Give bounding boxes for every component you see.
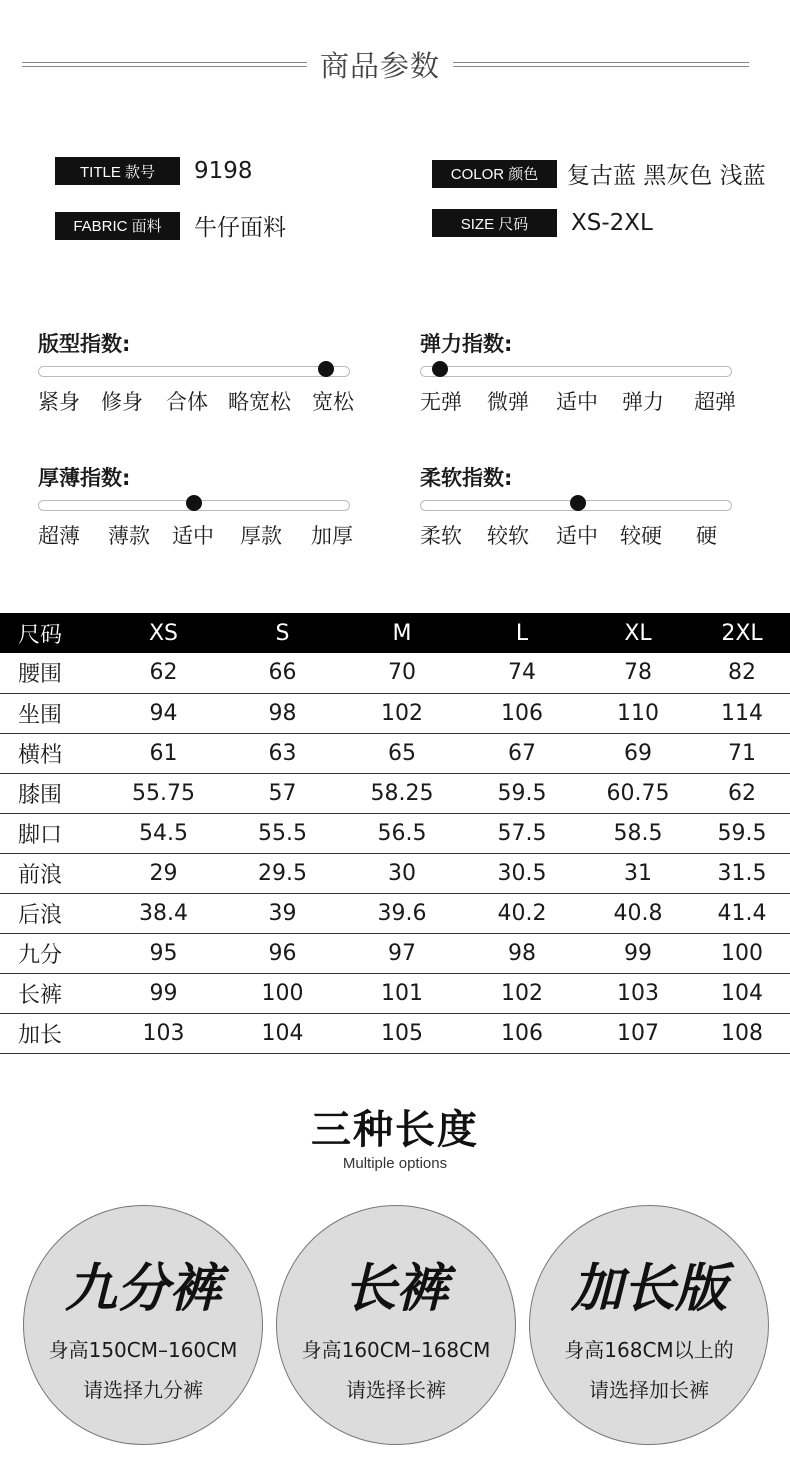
table-cell: 100 <box>223 973 342 1013</box>
table-cell: 55.5 <box>223 813 342 853</box>
table-cell: 106 <box>462 693 582 733</box>
table-cell: 62 <box>104 653 223 693</box>
table-cell: 103 <box>104 1013 223 1053</box>
table-header-cell: 2XL <box>694 613 790 653</box>
table-cell: 29 <box>104 853 223 893</box>
table-cell: 71 <box>694 733 790 773</box>
index-thickness-label: 厚款 <box>240 524 282 548</box>
table-cell: 106 <box>462 1013 582 1053</box>
length-option-advice: 请选择九分裤 <box>83 1378 203 1402</box>
table-cell: 30 <box>342 853 462 893</box>
index-softness-label: 适中 <box>556 524 598 548</box>
index-softness-label: 较软 <box>487 524 529 548</box>
table-cell: 39 <box>223 893 342 933</box>
table-cell: 九分 <box>0 933 104 973</box>
table-cell: 横档 <box>0 733 104 773</box>
table-cell: 40.8 <box>582 893 694 933</box>
section-title: 商品参数 <box>319 49 440 83</box>
table-cell: 98 <box>462 933 582 973</box>
table-cell: 61 <box>104 733 223 773</box>
index-thickness <box>38 462 368 562</box>
table-cell: 102 <box>462 973 582 1013</box>
table-cell: 坐围 <box>0 693 104 733</box>
table-cell: 104 <box>223 1013 342 1053</box>
index-stretch-track <box>420 366 732 377</box>
table-cell: 105 <box>342 1013 462 1053</box>
spec-title <box>55 157 253 185</box>
table-cell: 58.25 <box>342 773 462 813</box>
length-option-name: 九分裤 <box>64 1259 221 1319</box>
index-stretch-title: 弹力指数: <box>420 332 513 356</box>
spec-fabric-value: 牛仔面料 <box>194 215 286 241</box>
lengths-subtitle: Multiple options <box>342 1155 448 1172</box>
index-stretch-label: 微弹 <box>487 390 529 414</box>
index-stretch <box>420 328 750 428</box>
table-cell: 后浪 <box>0 893 104 933</box>
spec-fabric <box>55 209 286 242</box>
table-cell: 59.5 <box>694 813 790 853</box>
index-stretch-label: 无弹 <box>420 390 462 414</box>
length-option-cropped <box>23 1205 263 1445</box>
length-option-name: 加长版 <box>570 1259 727 1319</box>
table-cell: 脚口 <box>0 813 104 853</box>
table-cell: 41.4 <box>694 893 790 933</box>
table-cell: 110 <box>582 693 694 733</box>
index-fit <box>38 328 368 428</box>
length-option-long <box>276 1205 516 1445</box>
table-cell: 97 <box>342 933 462 973</box>
table-cell: 55.75 <box>104 773 223 813</box>
index-fit-label: 合体 <box>166 390 208 414</box>
length-option-advice: 请选择加长裤 <box>589 1378 709 1402</box>
table-cell: 95 <box>104 933 223 973</box>
table-cell: 40.2 <box>462 893 582 933</box>
table-cell: 99 <box>582 933 694 973</box>
table-header-cell: S <box>223 613 342 653</box>
table-cell: 30.5 <box>462 853 582 893</box>
table-row <box>0 933 790 973</box>
table-cell: 94 <box>104 693 223 733</box>
index-fit-label: 略宽松 <box>228 390 291 414</box>
table-cell: 29.5 <box>223 853 342 893</box>
table-cell: 31.5 <box>694 853 790 893</box>
section-header <box>0 40 790 90</box>
index-fit-label: 宽松 <box>312 390 354 414</box>
table-cell: 膝围 <box>0 773 104 813</box>
index-thickness-knob <box>186 495 202 511</box>
index-fit-labels <box>38 386 368 416</box>
length-option-height: 身高150CM–160CM <box>48 1338 238 1362</box>
table-cell: 98 <box>223 693 342 733</box>
table-header-row <box>0 613 790 653</box>
table-cell: 96 <box>223 933 342 973</box>
spec-title-value: 9198 <box>194 158 253 184</box>
index-stretch-label: 弹力 <box>622 390 664 414</box>
index-softness-label: 较硬 <box>620 524 662 548</box>
table-cell: 前浪 <box>0 853 104 893</box>
index-thickness-label: 超薄 <box>38 524 80 548</box>
table-row <box>0 693 790 733</box>
table-cell: 74 <box>462 653 582 693</box>
table-cell: 56.5 <box>342 813 462 853</box>
length-option-advice: 请选择长裤 <box>346 1378 446 1402</box>
table-cell: 62 <box>694 773 790 813</box>
table-cell: 70 <box>342 653 462 693</box>
index-thickness-label: 适中 <box>172 524 214 548</box>
table-row <box>0 773 790 813</box>
index-fit-knob <box>318 361 334 377</box>
table-header-cell: XL <box>582 613 694 653</box>
table-cell: 57.5 <box>462 813 582 853</box>
index-thickness-labels <box>38 520 368 550</box>
index-fit-label: 紧身 <box>38 390 80 414</box>
index-softness-label: 硬 <box>696 524 717 548</box>
table-cell: 31 <box>582 853 694 893</box>
header-divider-left <box>22 62 307 67</box>
table-cell: 67 <box>462 733 582 773</box>
table-cell: 69 <box>582 733 694 773</box>
table-row <box>0 733 790 773</box>
index-softness-title: 柔软指数: <box>420 466 513 490</box>
index-thickness-label: 加厚 <box>311 524 353 548</box>
table-cell: 82 <box>694 653 790 693</box>
index-softness-labels <box>420 520 750 550</box>
index-softness-label: 柔软 <box>420 524 462 548</box>
index-softness-knob <box>570 495 586 511</box>
length-option-extended <box>529 1205 769 1445</box>
index-fit-track <box>38 366 350 377</box>
table-cell: 59.5 <box>462 773 582 813</box>
table-cell: 99 <box>104 973 223 1013</box>
index-thickness-label: 薄款 <box>108 524 150 548</box>
table-row <box>0 653 790 693</box>
table-cell: 65 <box>342 733 462 773</box>
spec-color-value: 复古蓝 黑灰色 浅蓝 <box>567 163 766 189</box>
table-cell: 114 <box>694 693 790 733</box>
table-cell: 63 <box>223 733 342 773</box>
index-fit-label: 修身 <box>101 390 143 414</box>
spec-size-value: XS-2XL <box>571 210 653 236</box>
table-row <box>0 893 790 933</box>
header-divider-right <box>453 62 749 67</box>
index-stretch-label: 超弹 <box>694 390 736 414</box>
table-cell: 38.4 <box>104 893 223 933</box>
table-row <box>0 1013 790 1053</box>
lengths-title: 三种长度 <box>311 1107 479 1153</box>
table-cell: 54.5 <box>104 813 223 853</box>
table-cell: 66 <box>223 653 342 693</box>
table-cell: 100 <box>694 933 790 973</box>
index-stretch-label: 适中 <box>556 390 598 414</box>
spec-color <box>432 157 766 190</box>
table-cell: 103 <box>582 973 694 1013</box>
index-fit-title: 版型指数: <box>38 332 131 356</box>
index-stretch-labels <box>420 386 750 416</box>
spec-title-tag: TITLE 款号 <box>55 157 180 185</box>
table-header-cell: M <box>342 613 462 653</box>
index-stretch-knob <box>432 361 448 377</box>
table-cell: 107 <box>582 1013 694 1053</box>
index-thickness-title: 厚薄指数: <box>38 466 131 490</box>
spec-color-tag: COLOR 颜色 <box>432 160 557 188</box>
size-table <box>0 613 790 1054</box>
table-header-cell: L <box>462 613 582 653</box>
spec-fabric-tag: FABRIC 面料 <box>55 212 180 240</box>
table-row <box>0 813 790 853</box>
table-cell: 108 <box>694 1013 790 1053</box>
table-cell: 57 <box>223 773 342 813</box>
table-cell: 101 <box>342 973 462 1013</box>
length-option-height: 身高160CM–168CM <box>301 1338 491 1362</box>
table-cell: 60.75 <box>582 773 694 813</box>
table-header-cell: XS <box>104 613 223 653</box>
length-option-height: 身高168CM以上的 <box>564 1338 734 1362</box>
table-row <box>0 973 790 1013</box>
table-cell: 78 <box>582 653 694 693</box>
table-cell: 腰围 <box>0 653 104 693</box>
table-cell: 39.6 <box>342 893 462 933</box>
table-cell: 102 <box>342 693 462 733</box>
table-cell: 长裤 <box>0 973 104 1013</box>
spec-size-tag: SIZE 尺码 <box>432 209 557 237</box>
table-cell: 104 <box>694 973 790 1013</box>
index-softness <box>420 462 750 562</box>
table-row <box>0 853 790 893</box>
table-header-cell: 尺码 <box>0 613 104 653</box>
spec-size <box>432 209 653 237</box>
table-cell: 58.5 <box>582 813 694 853</box>
table-cell: 加长 <box>0 1013 104 1053</box>
length-option-name: 长裤 <box>343 1259 448 1319</box>
